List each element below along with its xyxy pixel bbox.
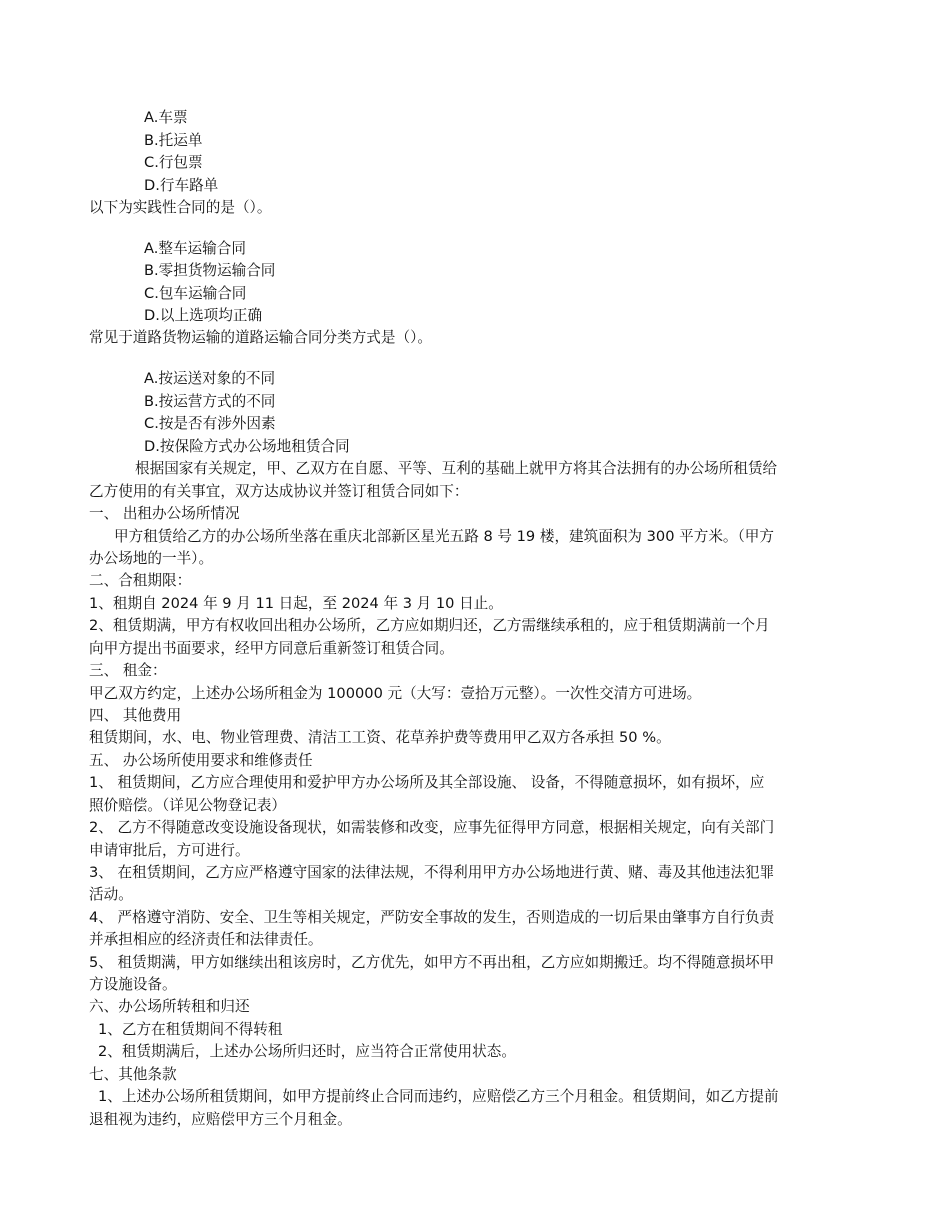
q3-option-a: A.按运送对象的不同: [144, 370, 276, 387]
section-item-line: 1、乙方在租赁期间不得转租: [98, 1021, 283, 1038]
q2-option-b: B.零担货物运输合同: [144, 262, 276, 279]
section-heading: 一、 出租办公场所情况: [89, 505, 240, 522]
q1-option-c: C.行包票: [144, 154, 203, 171]
section-item-line: 2、租赁期满，甲方有权收回出租办公场所，乙方应如期归还，乙方需继续承租的，应于租赁期满前一个月: [89, 617, 770, 634]
section-heading: 三、 租金：: [89, 662, 167, 679]
section-heading: 四、 其他费用: [89, 707, 182, 724]
q1-option-b: B.托运单: [144, 132, 203, 149]
section-item-line: 向甲方提出书面要求，经甲方同意后重新签订租赁合同。: [89, 640, 454, 657]
q3-option-c: C.按是否有涉外因素: [144, 415, 276, 432]
section-item-line: 申请审批后，方可进行。: [89, 842, 250, 859]
section-heading: 七、其他条款: [89, 1066, 177, 1083]
q3-option-b: B.按运营方式的不同: [144, 393, 276, 410]
section-body-line: 甲方租赁给乙方的办公场所坐落在重庆北部新区星光五路 8 号 19 楼，建筑面积为 300 平方米。（甲方: [114, 528, 774, 545]
section-item-line: 1、 租赁期间，乙方应合理使用和爱护甲方办公场所及其全部设施、 设备，不得随意损坏，如有损坏，应: [89, 774, 765, 791]
section-item-line: 2、 乙方不得随意改变设施设备现状，如需装修和改变，应事先征得甲方同意，根据相关规定，向有关部门: [89, 819, 775, 836]
section-heading: 五、 办公场所使用要求和维修责任: [89, 752, 313, 769]
section-item-line: 4、 严格遵守消防、安全、卫生等相关规定，严防安全事故的发生，否则造成的一切后果由肇事方自行负责: [89, 909, 775, 926]
section-body-line: 甲乙双方约定，上述办公场所租金为 100000 元（大写：壹拾万元整）。一次性交清方可进场。: [89, 685, 702, 702]
q2-option-c: C.包车运输合同: [144, 285, 247, 302]
q3-stem: 常见于道路货物运输的道路运输合同分类方式是（）。: [89, 329, 432, 346]
section-item-line: 1、租期自 2024 年 9 月 11 日起，至 2024 年 3 月 10 日止。: [89, 595, 503, 612]
section-item-line: 3、 在租赁期间，乙方应严格遵守国家的法律法规，不得利用甲方办公场地进行黄、赌、毒及其他违法犯罪: [89, 864, 775, 881]
contract-intro-line: 根据国家有关规定，甲、乙双方在自愿、平等、互利的基础上就甲方将其合法拥有的办公场所租赁给: [135, 460, 778, 477]
contract-intro-line: 乙方使用的有关事宜，双方达成协议并签订租赁合同如下：: [89, 483, 469, 500]
q2-stem: 以下为实践性合同的是（）。: [89, 199, 272, 216]
section-heading: 六、办公场所转租和归还: [89, 998, 250, 1015]
section-body-line: 租赁期间，水、电、物业管理费、清洁工工资、花草养护费等费用甲乙双方各承担 50 %。: [89, 729, 671, 746]
q1-option-a: A.车票: [144, 109, 188, 126]
section-item-line: 退租视为违约，应赔偿甲方三个月租金。: [89, 1111, 352, 1128]
section-item-line: 活动。: [89, 886, 133, 903]
q2-option-a: A.整车运输合同: [144, 240, 246, 257]
q3-option-d: D.按保险方式办公场地租赁合同: [144, 438, 350, 455]
section-item-line: 方设施设备。: [89, 976, 177, 993]
section-item-line: 并承担相应的经济责任和法律责任。: [89, 931, 323, 948]
section-item-line: 2、租赁期满后，上述办公场所归还时，应当符合正常使用状态。: [98, 1043, 516, 1060]
q1-option-d: D.行车路单: [144, 177, 219, 194]
q2-option-d: D.以上选项均正确: [144, 307, 263, 324]
section-item-line: 1、上述办公场所租赁期间，如甲方提前终止合同而违约，应赔偿乙方三个月租金。租赁期间，如乙方提前: [98, 1088, 779, 1105]
section-heading: 二、合租期限：: [89, 572, 192, 589]
section-body-line: 办公场地的一半）。: [89, 550, 214, 567]
section-item-line: 照价赔偿。（详见公物登记表）: [89, 797, 287, 814]
section-item-line: 5、 租赁期满，甲方如继续出租该房时，乙方优先，如甲方不再出租，乙方应如期搬迁。均不得随意损坏甲: [89, 954, 775, 971]
